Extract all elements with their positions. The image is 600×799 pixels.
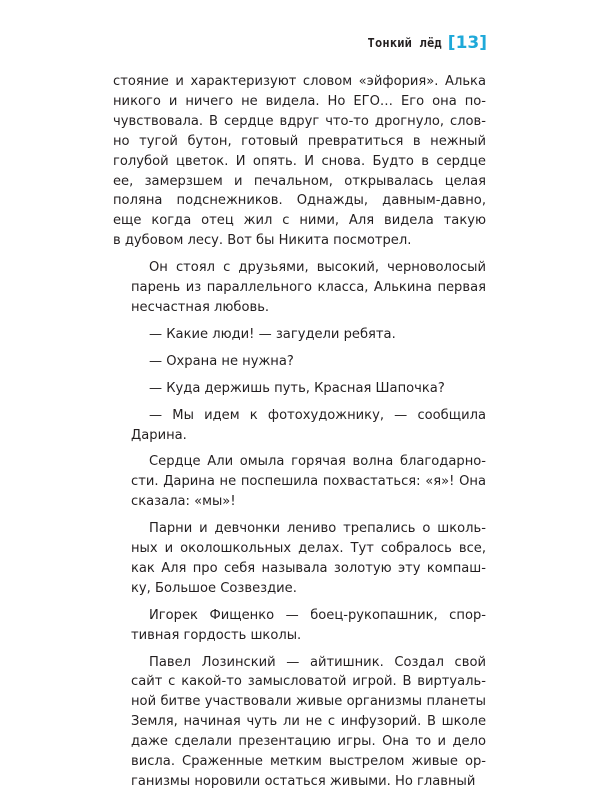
text-line: сказала: «мы»!	[131, 494, 236, 510]
text-line: голубой цветок. И опять. И снова. Будто в сердце	[113, 153, 486, 169]
paragraph	[113, 379, 486, 399]
text-line: Сердце Али омыла горячая волна благодарно-	[149, 454, 486, 470]
text-line: поляна подснежников. Однажды, давным-давно,	[113, 193, 486, 209]
text-line: сти. Дарина не поспешила похвастаться: «я»! Она	[131, 474, 486, 490]
text-line: Павел Лозинский — айтишник. Создал свой	[149, 654, 486, 670]
text-line: ганизмы норовили остаться живыми. Но главный	[131, 774, 476, 789]
paragraph	[113, 519, 486, 599]
text-line: тивная гордость школы.	[131, 627, 302, 643]
text-line: — Охрана не нужна?	[149, 353, 294, 369]
text-line: сайт с какой-то замысловатой игрой. В виртуаль-	[131, 674, 486, 690]
paragraph	[113, 653, 486, 792]
body-text	[113, 72, 486, 799]
text-line: — Мы идем к фотохудожнику, — сообщила	[149, 407, 486, 423]
running-head	[368, 33, 487, 53]
text-line: Парни и девчонки лениво трепались о школь-	[149, 521, 486, 537]
paragraph	[113, 452, 486, 512]
paragraph	[113, 72, 486, 251]
text-line: Он стоял с друзьями, высокий, черноволосый	[149, 260, 486, 276]
text-line: — Какие люди! — загудели ребята.	[149, 326, 396, 342]
text-line: несчастная любовь.	[131, 299, 270, 315]
text-line: ной битве участвовали живые организмы планеты	[131, 694, 486, 710]
text-line: никого и ничего не видела. Но ЕГО… Его она по-	[113, 93, 486, 109]
text-line: ку, Большое Созвездие.	[131, 580, 297, 596]
text-line: Игорек Фищенко — боец-рукопашник, спор-	[149, 607, 486, 623]
text-line: — Куда держишь путь, Красная Шапочка?	[149, 380, 445, 396]
paragraph	[113, 325, 486, 345]
text-line: даже сделали презентацию игры. Она то и дело	[131, 734, 486, 750]
text-line: Земля, начиная чуть ли не с инфузорий. В школе	[131, 714, 486, 730]
text-line: еще когда отец жил с ними, Аля видела такую	[113, 213, 486, 229]
text-line: парень из параллельного класса, Алькина первая	[131, 280, 486, 296]
text-line: ее, замерзшем и печальном, открывалась целая	[113, 173, 486, 189]
paragraph	[113, 352, 486, 372]
text-line: стояние и характеризуют словом «эйфория». Алька	[113, 74, 486, 89]
page-number: [13]	[447, 33, 487, 53]
text-line: но тугой бутон, готовый превратиться в нежный	[113, 133, 486, 149]
text-line: как Аля про себя называла золотую эту компаш-	[131, 560, 486, 576]
text-line: ных и околошкольных делах. Тут собралось все,	[131, 541, 486, 557]
paragraph	[113, 606, 486, 646]
book-title: Тонкий лёд	[367, 36, 442, 50]
paragraph	[113, 258, 486, 318]
text-line: Дарина.	[131, 427, 187, 443]
text-line: висла. Сраженные метким выстрелом живые ор-	[131, 754, 486, 770]
paragraph	[113, 406, 486, 446]
text-line: в дубовом лесу. Вот бы Никита посмотрел.	[113, 233, 412, 249]
text-line: чувствовала. В сердце вдруг что-то дрогнуло, слов-	[113, 113, 486, 129]
